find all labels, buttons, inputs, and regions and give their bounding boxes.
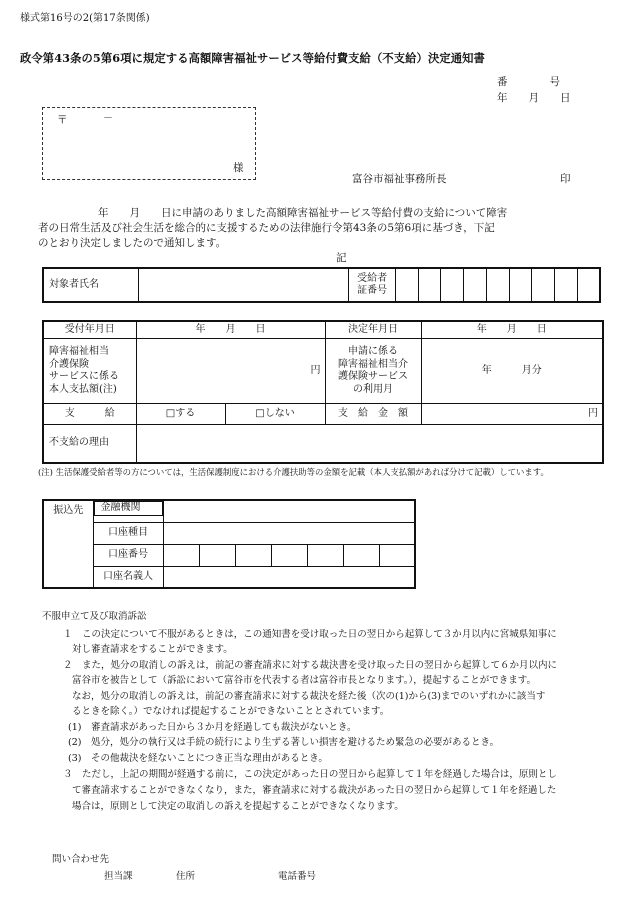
pay-yes-checkbox[interactable]: □する <box>136 404 225 424</box>
payment-label-line: 障害福祉相当 <box>49 346 109 358</box>
recipient-id-digit <box>555 268 578 302</box>
account-number-digit <box>199 544 235 566</box>
appeal-line: るときを除く。）でなければ提起することができないこととされています。 <box>72 706 390 717</box>
appeal-line: (3) その他裁決を経ないことにつき正当な理由があるとき。 <box>68 753 328 764</box>
recipient-id-digit <box>532 268 555 302</box>
bank-name-label <box>94 501 163 516</box>
subject-name-field <box>138 268 349 302</box>
issuer-name: 富谷市福祉事務所長 <box>352 173 447 185</box>
payment-label-line: 介護保険 <box>49 358 89 370</box>
decision-table <box>42 320 604 464</box>
non-payment-reason-label: 不支給の理由 <box>43 424 136 463</box>
usage-label-line: 障害福祉相当介 <box>338 358 408 370</box>
account-holder-label: 口座名義人 <box>93 566 163 588</box>
recipient-id-digit <box>395 268 418 302</box>
payment-label-line: サービスに係る <box>49 371 119 383</box>
received-date-value: 年 月 日 <box>136 321 325 338</box>
account-number-digit <box>343 544 379 566</box>
yen-unit: 円 <box>588 407 598 419</box>
recipient-id-digit <box>441 268 464 302</box>
appeal-line: ２ また，処分の取消しの訴えは，前記の審査請求に対する裁決書を受け取った日の翌日から起算して６か月以内に <box>63 660 558 671</box>
subject-table <box>42 267 601 303</box>
recipient-id-digit <box>509 268 532 302</box>
address-window <box>42 107 256 180</box>
form-id: 様式第16号の2(第17条関係) <box>20 13 150 24</box>
body-line-1: 年 月 日に申請のありました高額障害福祉サービス等給付費の支給について障害 <box>98 207 508 219</box>
recipient-id-label-line1: 受給者 <box>357 272 388 284</box>
contact-heading: 問い合わせ先 <box>52 854 110 865</box>
appeal-line: 場合は，原則として決定の取消しの訴えを提起することができなくなります。 <box>72 801 404 812</box>
payment-label-line: 本人支払額(注) <box>49 383 117 395</box>
page-title: 政令第43条の5第6項に規定する高額障害福祉サービス等給付費支給（不支給）決定通知書 <box>20 51 485 65</box>
decision-date-label: 決定年月日 <box>325 321 421 338</box>
decision-date-value: 年 月 日 <box>421 321 603 338</box>
appeal-line: て審査請求することができなくなり，また，審査請求に対する裁決があった日の翌日から起算して１年を経過した <box>72 785 557 796</box>
ki-mark: 記 <box>336 252 347 264</box>
body-line-3: のとおり決定しましたので通知します。 <box>38 237 227 249</box>
account-number-digit <box>271 544 307 566</box>
usage-month-label <box>325 338 421 403</box>
appeal-line: 富谷市を被告として（訴訟において富谷市を代表する者は富谷市長となります。），提起することができます。 <box>72 675 536 686</box>
appeal-line: 対し審査請求をすることができます。 <box>72 644 233 655</box>
body-line-2: 者の日常生活及び社会生活を総合的に支援するための法律施行令第43条の5第6項に基づき，下記 <box>38 222 495 234</box>
contact-department-label: 担当課 <box>104 871 133 882</box>
account-number-digit <box>235 544 271 566</box>
appeal-line: (1) 審査請求があった日から３か月を経過しても裁決がないとき。 <box>68 722 357 733</box>
postal-dash: － <box>103 113 113 124</box>
usage-label-line: 護保険サービス <box>338 371 408 383</box>
account-number-digit <box>307 544 343 566</box>
recipient-id-digit <box>577 268 600 302</box>
appeal-heading: 不服申立て及び取消訴訟 <box>42 611 147 622</box>
recipient-id-digit <box>418 268 441 302</box>
contact-phone-label: 電話番号 <box>278 871 317 882</box>
postal-mark: 〒 <box>57 114 68 126</box>
honorific: 様 <box>233 162 244 174</box>
table-note: (注) 生活保護受給者等の方については，生活保護制度における介護扶助等の金額を記載（本人支払額があれば分けて記載）しています。 <box>38 467 549 477</box>
payment-amount-label <box>43 338 136 403</box>
appeal-line: (2) 処分，処分の執行又は手続の続行により生ずる著しい損害を避けるため緊急の必要があるとき。 <box>68 737 500 748</box>
payment-decision-label: 支 給 <box>43 404 136 424</box>
non-payment-reason-field <box>136 424 603 463</box>
payment-amount-field <box>136 338 325 403</box>
appeal-line: １ この決定について不服があるときは，この通知書を受け取った日の翌日から起算して３か月以内に宮城県知事に <box>63 629 557 640</box>
document-number-label: 番 号 <box>497 76 560 88</box>
account-type-field <box>163 522 415 544</box>
document-date-label: 年 月 日 <box>497 92 571 104</box>
usage-label-line: 申請に係る <box>348 346 398 358</box>
seal-mark: 印 <box>560 173 571 185</box>
pay-no-checkbox[interactable]: □しない <box>225 404 325 424</box>
account-number-label: 口座番号 <box>93 544 163 566</box>
subject-name-label: 対象者氏名 <box>43 268 138 302</box>
transfer-label: 振込先 <box>43 500 93 588</box>
appeal-line: ３ ただし，上記の期間が経過する前に，この決定があった日の翌日から起算して１年を経過した場合は，原則とし <box>63 769 557 780</box>
recipient-id-digit <box>464 268 487 302</box>
bank-name-field <box>163 500 415 522</box>
pay-amount-label: 支 給 金 額 <box>325 404 421 424</box>
contact-address-label: 住所 <box>176 871 196 882</box>
account-type-label: 口座種目 <box>93 522 163 544</box>
pay-amount-field <box>421 404 603 424</box>
account-number-digit <box>379 544 415 566</box>
bank-table <box>42 499 416 589</box>
usage-month-value: 年 月分 <box>421 338 603 403</box>
recipient-id-label-line2: 証番号 <box>357 285 388 296</box>
received-date-label: 受付年月日 <box>43 321 136 338</box>
recipient-id-label <box>349 268 396 302</box>
recipient-id-digit <box>486 268 509 302</box>
bank-name-text: 金融機関 <box>100 502 141 513</box>
account-number-digit <box>163 544 199 566</box>
account-holder-field <box>163 566 415 588</box>
usage-label-line: の利用月 <box>353 383 393 395</box>
yen-unit: 円 <box>310 364 321 376</box>
appeal-line: なお，処分の取消しの訴えは，前記の審査請求に対する裁決を経た後（次の(1)から(3)までのいずれかに該当す <box>72 691 546 702</box>
